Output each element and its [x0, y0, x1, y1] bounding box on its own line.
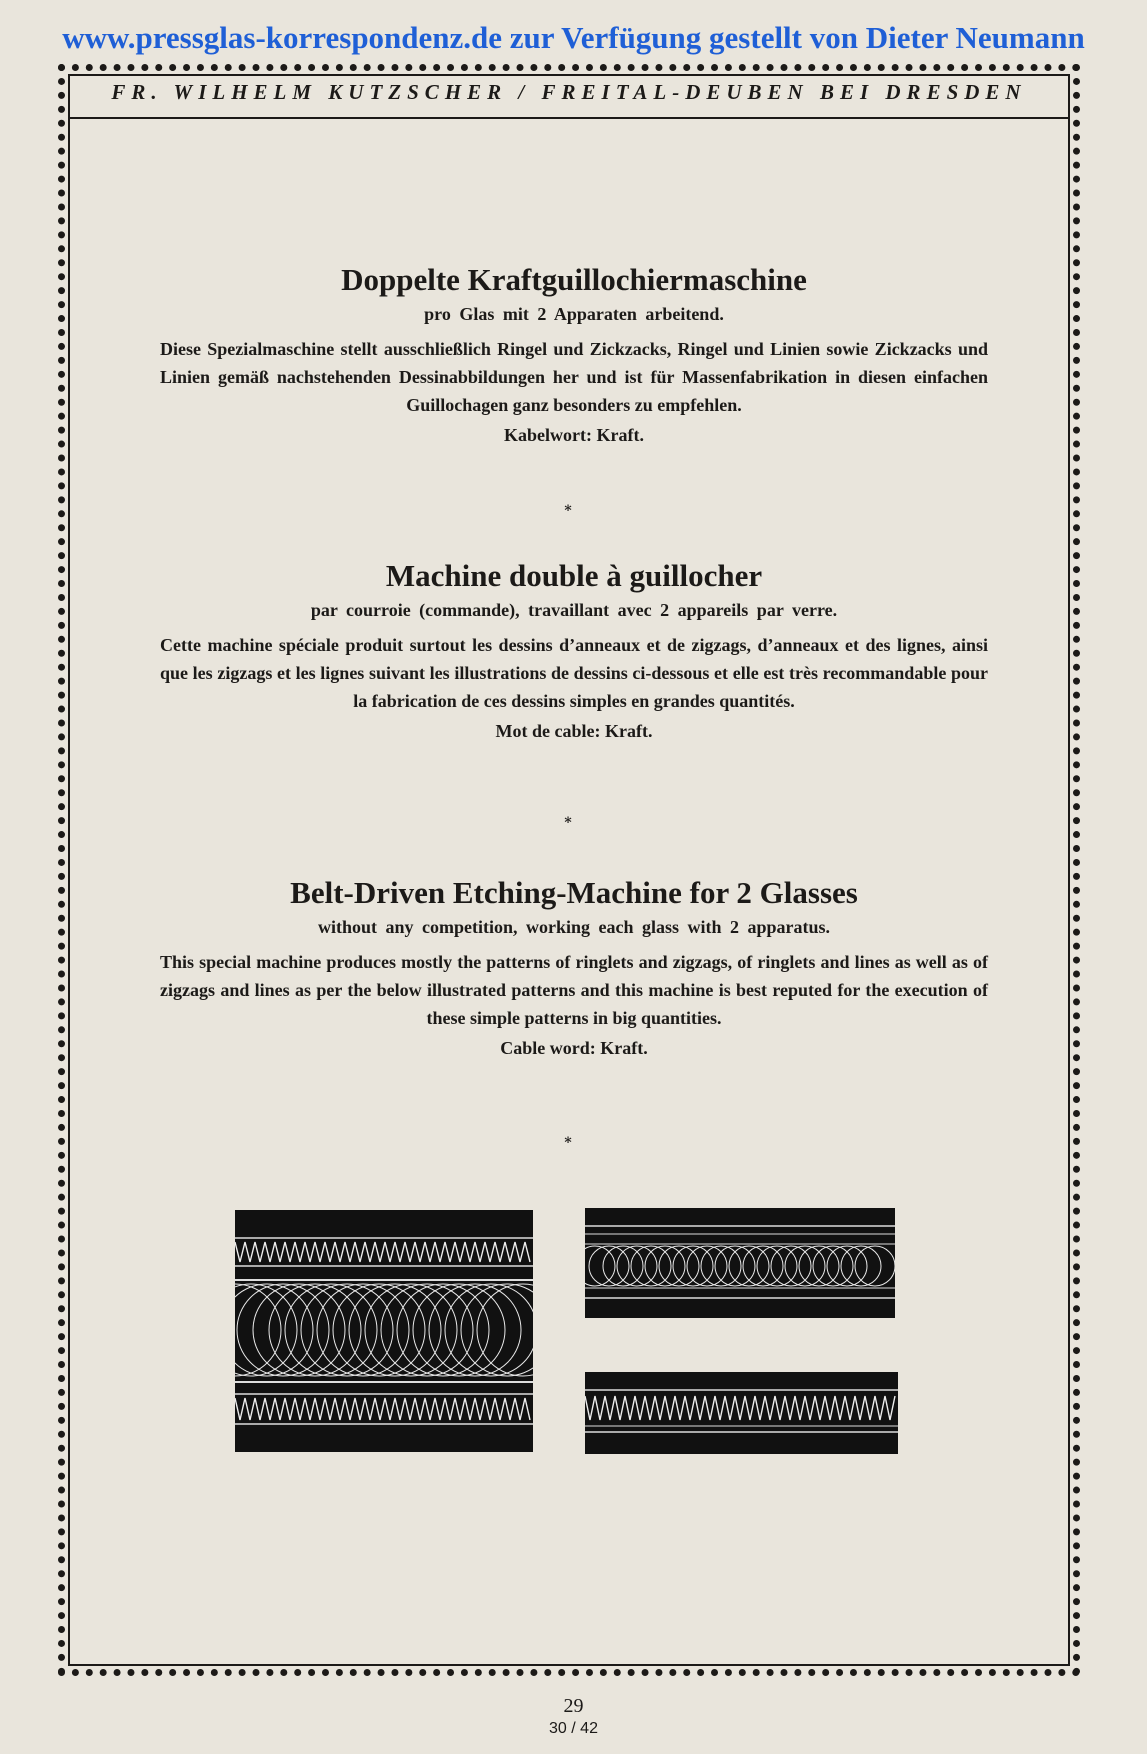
section-german [160, 262, 988, 446]
separator-star: * [564, 503, 572, 519]
pattern-plate-zigzags-lines [585, 1372, 898, 1454]
german-cable-word: Kabelwort: Kraft. [504, 425, 644, 445]
company-header: FR. WILHELM KUTZSCHER / FREITAL-DEUBEN BEI DRESDEN [111, 80, 1027, 104]
pattern-plate-ringlets-zigzags [235, 1210, 533, 1452]
german-title: Doppelte Kraftguillochiermaschine [341, 262, 807, 297]
page-number: 29 [563, 1695, 584, 1717]
french-cable-word: Mot de cable: Kraft. [495, 721, 653, 741]
separator-star: * [564, 815, 572, 831]
english-title: Belt-Driven Etching-Machine for 2 Glasses [290, 875, 858, 910]
section-english [160, 875, 988, 1059]
pattern-illustration [585, 1208, 895, 1318]
separator-star: * [564, 1135, 572, 1151]
section-french [160, 558, 988, 742]
english-cable-word: Cable word: Kraft. [500, 1038, 648, 1058]
german-subtitle: pro Glas mit 2 Apparaten arbeitend. [424, 304, 724, 324]
pattern-illustration [585, 1372, 898, 1454]
french-subtitle: par courroie (commande), travaillant avec 2 appareils par verre. [310, 600, 838, 620]
source-banner: www.pressglas-korrespondenz.de zur Verfügung gestellt von Dieter Neumann [62, 20, 1085, 55]
header-rule [70, 117, 1068, 119]
pattern-illustration [235, 1210, 533, 1452]
pattern-plate-ringlets-lines [585, 1208, 895, 1318]
german-body: Diese Spezialmaschine stellt ausschließlich Ringel und Zickzacks, Ringel und Linien sowie Zickzacks und Linien gemäß nachstehenden Dessinabbildungen her und ist für Massenfabrikation in diesen einfachen Guillochagen ganz besonders zu empfehlen. [160, 339, 988, 415]
pdf-page-counter: 30 / 42 [549, 1720, 598, 1737]
english-body: This special machine produces mostly the patterns of ringlets and zigzags, of ringlets and lines as well as of zigzags and lines as per the below illustrated patterns and this machine is best reputed for the execution of these simple patterns in big quantities. [160, 952, 988, 1028]
french-title: Machine double à guillocher [385, 558, 763, 593]
english-subtitle: without any competition, working each glass with 2 apparatus. [317, 917, 831, 937]
french-body: Cette machine spéciale produit surtout les dessins d’anneaux et de zigzags, d’anneaux et des lignes, ainsi que les zigzags et les lignes suivant les illustrations de dessins ci-dessous et elle est très recommandable pour la fabrication de ces dessins simples en grandes quantités. [160, 635, 988, 711]
